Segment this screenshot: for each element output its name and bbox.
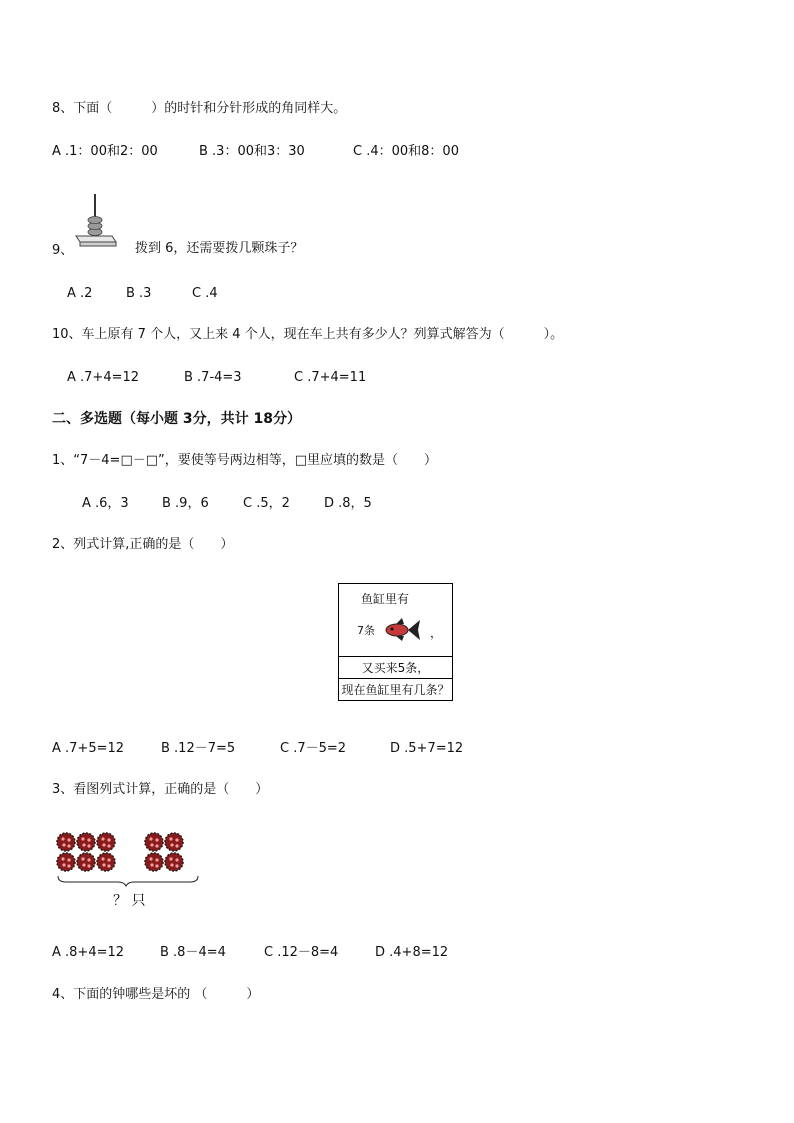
q8-option-b[interactable]: B .3：00和3：30 bbox=[199, 144, 305, 159]
ladybug-icon bbox=[165, 833, 183, 851]
m1-option-c[interactable]: C .5，2 bbox=[243, 496, 290, 511]
ladybug-icon bbox=[97, 853, 115, 871]
section-title: 二、多选题（每小题 3分，共计 18分） bbox=[52, 411, 301, 427]
q8-option-c[interactable]: C .4：00和8：00 bbox=[353, 144, 459, 159]
ladybug-group bbox=[52, 828, 212, 888]
m4-text: 4、下面的钟哪些是坏的 （ ） bbox=[52, 987, 260, 1002]
brace-label: ？ 只 bbox=[113, 893, 146, 909]
ladybug-icon bbox=[145, 853, 163, 871]
m2-text: 2、列式计算,正确的是（ ） bbox=[52, 537, 234, 552]
box-count: 7条 bbox=[357, 624, 375, 637]
q9-option-a[interactable]: A .2 bbox=[67, 286, 93, 301]
ladybug-icon bbox=[145, 833, 163, 851]
m1-option-d[interactable]: D .8，5 bbox=[324, 496, 372, 511]
q10-text: 10、车上原有 7 个人，又上来 4 个人，现在车上共有多少人？列算式解答为（ ）。 bbox=[52, 327, 564, 342]
m1-option-a[interactable]: A .6，3 bbox=[82, 496, 129, 511]
abacus-icon bbox=[72, 192, 118, 250]
q10-option-a[interactable]: A .7+4=12 bbox=[67, 370, 140, 385]
ladybug-icon bbox=[57, 853, 75, 871]
m2-option-d[interactable]: D .5+7=12 bbox=[390, 741, 464, 756]
ladybug-icon bbox=[77, 853, 95, 871]
ladybug-icon bbox=[57, 833, 75, 851]
m3-option-c[interactable]: C .12－8=4 bbox=[264, 945, 339, 960]
m3-option-a[interactable]: A .8+4=12 bbox=[52, 945, 125, 960]
q10-option-c[interactable]: C .7+4=11 bbox=[294, 370, 367, 385]
box-line-3: 现在鱼缸里有几条？ bbox=[339, 678, 452, 701]
q9-text: 拨到 6，还需要拨几颗珠子？ bbox=[135, 241, 304, 256]
brace-mark bbox=[58, 876, 198, 886]
q8-text: 8、下面（ ）的时针和分针形成的角同样大。 bbox=[52, 101, 347, 116]
m2-option-b[interactable]: B .12－7=5 bbox=[161, 741, 236, 756]
box-line-2: 又买来5条， bbox=[339, 656, 452, 679]
q9-option-c[interactable]: C .4 bbox=[192, 286, 218, 301]
m1-option-b[interactable]: B .9，6 bbox=[162, 496, 209, 511]
ladybug-icon bbox=[77, 833, 95, 851]
q10-option-b[interactable]: B .7-4=3 bbox=[184, 370, 242, 385]
q8-option-a[interactable]: A .1：00和2：00 bbox=[52, 144, 158, 159]
fish-icon bbox=[382, 616, 426, 642]
fish-tank-box bbox=[338, 583, 453, 701]
ladybug-icon bbox=[97, 833, 115, 851]
m3-text: 3、看图列式计算，正确的是（ ） bbox=[52, 782, 269, 797]
m1-text: 1、“7－4=□－□”，要使等号两边相等，□里应填的数是（ ） bbox=[52, 453, 438, 468]
ladybug-icon bbox=[165, 853, 183, 871]
m3-option-b[interactable]: B .8－4=4 bbox=[160, 945, 226, 960]
m2-option-a[interactable]: A .7+5=12 bbox=[52, 741, 125, 756]
box-comma: ， bbox=[430, 626, 443, 640]
q9-number: 9、 bbox=[52, 243, 74, 258]
m3-option-d[interactable]: D .4+8=12 bbox=[375, 945, 449, 960]
m2-option-c[interactable]: C .7－5=2 bbox=[280, 741, 347, 756]
q9-option-b[interactable]: B .3 bbox=[126, 286, 152, 301]
box-line-1: 鱼缸里有 bbox=[361, 592, 410, 606]
